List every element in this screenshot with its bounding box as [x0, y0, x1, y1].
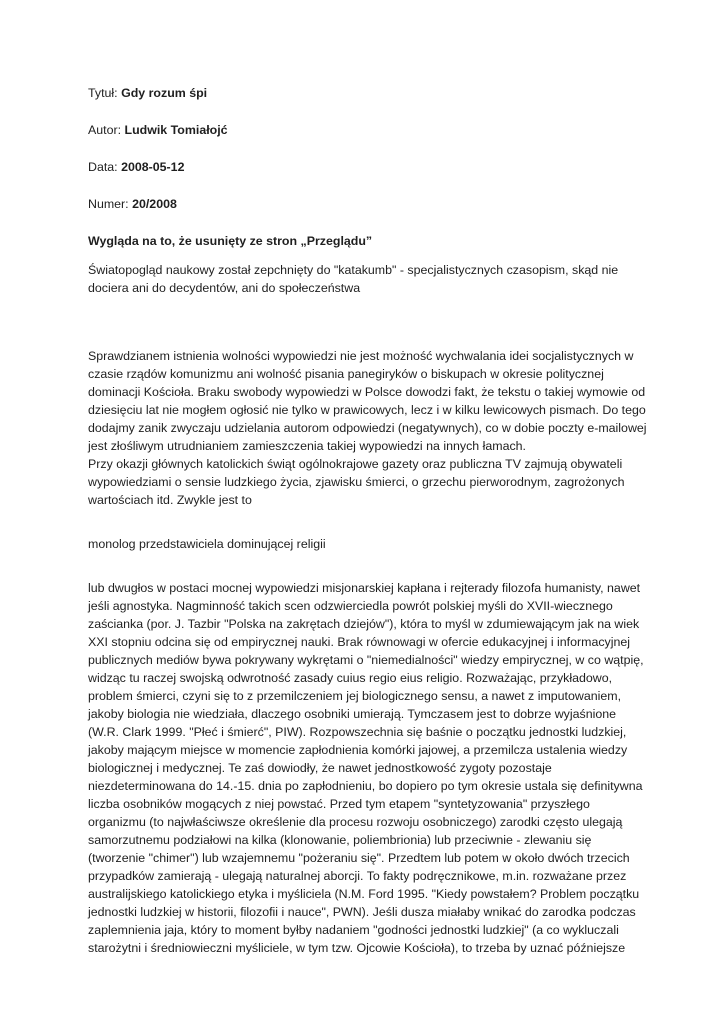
monolog-line: monolog przedstawiciela dominującej religii	[88, 537, 326, 551]
number-value: 20/2008	[132, 197, 177, 211]
paragraph-3: lub dwugłos w postaci mocnej wypowiedzi misjonarskiej kapłana i rejterady filozofa humanisty, nawet jeśli agnostyka. Nagminność takich scen odzwierciedla powrót polskiej myśli do XVII-wiecznego zaścianka (por. J. Tazbir "Polska na zakrętach dziejów"), która to myśl w zdumiewającym jak na wiek XXI stopniu odcina się od empirycznej nauki. Brak równowagi w ofercie edukacyjnej i informacyjnej publicznych mediów bywa pokrywany wykrętami o "niemedialności" wiedzy empirycznej, w co wątpię, widząc tu raczej swojską odwrotność zasady cuius regio eius religio. Rozważając, przykładowo, problem śmierci, czyni się to z przemilczeniem jej biologicznego sensu, a nawet z imputowaniem, jakoby biologia nie wiedziała, dlaczego osobniki umierają. Tymczasem jest to dobrze wyjaśnione (W.R. Clark 1999. "Płeć i śmierć", PIW). Rozpowszechnia się baśnie o początku jednostki ludzkiej, jakoby mającym miejsce w momencie zapłodnienia komórki jajowej, a przemilcza ustalenia wiedzy biologicznej i medycznej. Te zaś dowiodły, że nawet jednostkowość zygoty pozostaje niezdeterminowana do 14.-15. dnia po zapłodnieniu, bo dopiero po tym okresie ustala się definitywna liczba osobników mogących z niej powstać. Przed tym etapem "syntetyzowania" przyszłego organizmu (to najwłaściwsze określenie dla procesu rozwoju osobniczego) zarodki często ulegają samorzutnemu podziałowi na kilka (klonowanie, poliembrionia) lub przeciwnie - zlewaniu się (tworzenie "chimer") lub wzajemnemu "pożeraniu się". Przedtem lub potem w około dwóch trzecich przypadków zamierają - ulegają naturalnej aborcji. To fakty podręcznikowe, m.in. rozważane przez australijskiego katolickiego etyka i myśliciela (N.M. Ford 1995. "Kiedy powstałem? Problem początku jednostki ludzkiej w historii, filozofii i nauce", PWN). Jeśli dusza miałaby wnikać do zarodka podczas zaplemnienia jaja, który to moment byłby nadaniem "godności jednostki ludzkiej" (a co wykluczali starożytni i średniowieczni myśliciele, w tym tzw. Ojcowie Kościoła), to trzeba by uznać późniejsze	[88, 581, 644, 955]
author-value: Ludwik Tomiałojć	[124, 123, 228, 137]
document-page	[88, 84, 648, 957]
title-value: Gdy rozum śpi	[121, 86, 208, 100]
date-label: Data:	[88, 160, 118, 174]
author-label: Autor:	[88, 123, 122, 137]
title-line	[88, 84, 648, 102]
author-line	[88, 121, 648, 139]
number-label: Numer:	[88, 197, 129, 211]
date-line	[88, 158, 648, 176]
paragraph-2: Przy okazji głównych katolickich świąt ogólnokrajowe gazety oraz publiczna TV zajmują obywateli wypowiedziami o sensie ludzkiego życia, zjawisku śmierci, o grzechu pierworodnym, zagrożonych wartościach itd. Zwykle jest to	[88, 457, 625, 507]
article-heading: Wygląda na to, że usunięty ze stron „Przeglądu”	[88, 234, 373, 248]
date-value: 2008-05-12	[121, 160, 185, 174]
article-lead: Światopogląd naukowy został zepchnięty do "katakumb" - specjalistycznych czasopism, skąd nie dociera ani do decydentów, ani do społeczeństwa	[88, 263, 619, 295]
paragraph-1: Sprawdzianem istnienia wolności wypowiedzi nie jest możność wychwalania idei socjalistycznych w czasie rządów komunizmu ani wolność pisania panegiryków o biskupach w okresie politycznej dominacji Kościoła. Braku swobody wypowiedzi w Polsce dowodzi fakt, że tekstu o takiej wymowie od dziesięciu lat nie mogłem ogłosić nie tylko w prawicowych, lecz i w kilku lewicowych pismach. Do tego dodajmy zanik zwyczaju udzielania autorom odpowiedzi (negatywnych), co w dobie poczty e-mailowej jest złośliwym utrudnianiem zamieszczenia takiej wypowiedzi na innych łamach.	[88, 349, 647, 453]
number-line	[88, 195, 648, 213]
title-label: Tytuł:	[88, 86, 118, 100]
